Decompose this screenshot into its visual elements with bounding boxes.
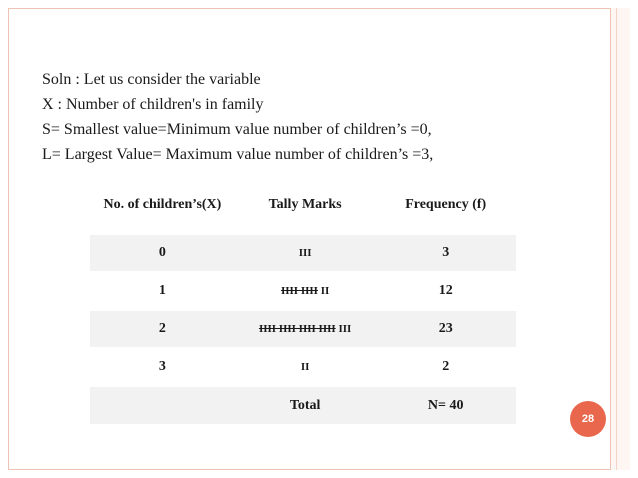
total-label: Total [235, 386, 376, 424]
header-tally: Tally Marks [268, 197, 342, 212]
cell-x: 1 [90, 272, 235, 310]
cell-tally [235, 272, 376, 310]
tally-groups: IIII IIII IIII IIII [258, 323, 336, 335]
cell-frequency: 2 [375, 348, 516, 386]
solution-line-4: L= Largest Value= Maximum value number of children’s =3, [42, 146, 434, 163]
header-frequency: Frequency (f) [405, 197, 487, 212]
cell-frequency: 23 [375, 310, 516, 348]
cell-tally [235, 234, 376, 272]
cell-frequency: 3 [375, 234, 516, 272]
table-header-row [90, 186, 516, 234]
header-children: No. of children’s(X) [103, 197, 222, 212]
tally-rest: II [317, 285, 330, 297]
solution-line-2: X : Number of children's in family [42, 96, 264, 113]
solution-text [42, 67, 602, 167]
cell-x: 3 [90, 348, 235, 386]
tally-groups: IIII IIII [280, 285, 318, 297]
tally-rest: III [335, 323, 352, 335]
cell-tally [235, 310, 376, 348]
slide-sidebar-decoration [610, 8, 630, 470]
solution-line-3: S= Smallest value=Minimum value number of children’s =0, [42, 121, 432, 138]
cell-empty [90, 386, 235, 424]
frequency-table [90, 186, 516, 424]
total-value: N= 40 [375, 386, 516, 424]
cell-frequency: 12 [375, 272, 516, 310]
page-number-badge: 28 [570, 401, 606, 437]
cell-tally [235, 348, 376, 386]
table-row [90, 348, 516, 386]
tally-rest: III [298, 247, 312, 259]
table-row [90, 234, 516, 272]
solution-line-1: Soln : Let us consider the variable [42, 71, 261, 88]
tally-rest: II [300, 361, 310, 373]
table-row [90, 310, 516, 348]
table-total-row [90, 386, 516, 424]
cell-x: 0 [90, 234, 235, 272]
cell-x: 2 [90, 310, 235, 348]
table-row [90, 272, 516, 310]
